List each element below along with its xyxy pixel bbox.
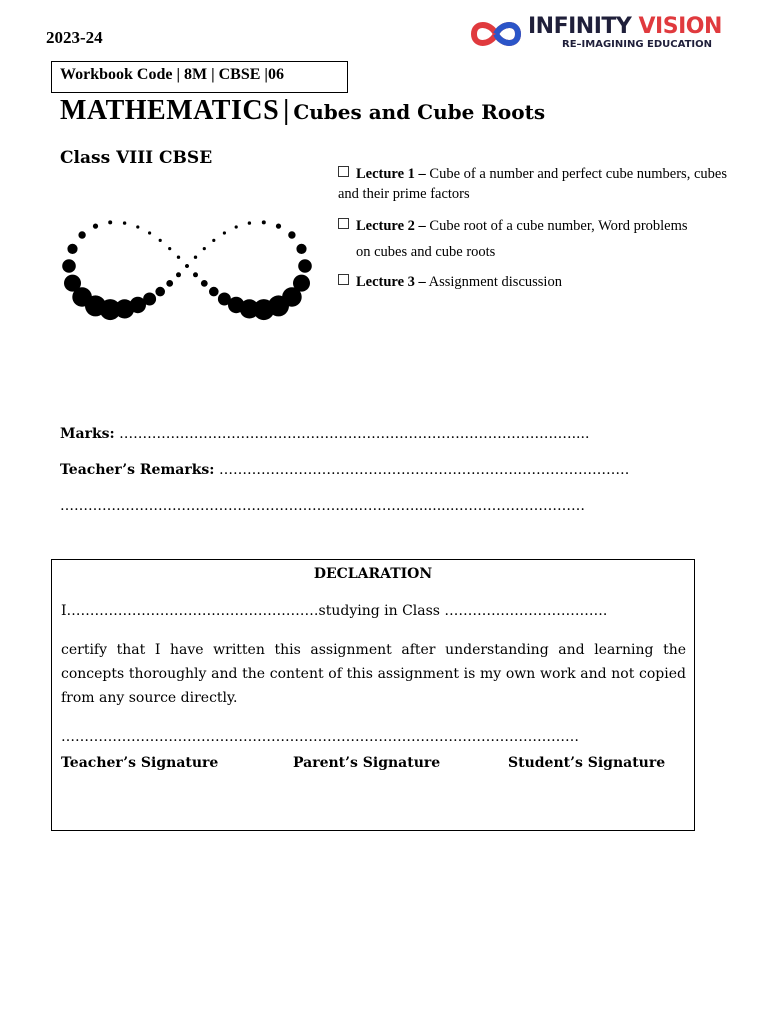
infinity-dot — [176, 272, 181, 277]
checkbox-icon — [338, 218, 349, 229]
infinity-dot — [203, 247, 206, 250]
subject-title: MATHEMATICS — [60, 95, 280, 126]
infinity-dot — [185, 264, 189, 268]
infinity-dot — [93, 224, 98, 229]
infinity-dot — [168, 247, 171, 250]
infinity-dot — [136, 225, 139, 228]
lecture-text-continued: on cubes and cube roots — [356, 244, 496, 260]
lecture-item-1 — [338, 164, 728, 204]
lecture-label: Lecture 2 — [356, 218, 415, 234]
infinity-dot — [212, 239, 215, 242]
infinity-dot — [143, 293, 156, 306]
infinity-dot — [223, 231, 226, 234]
workbook-code: Workbook Code | 8M | CBSE |06 — [60, 66, 284, 83]
lecture-dash: – — [418, 218, 426, 234]
teacher-signature-label: Teacher’s Signature — [61, 755, 219, 771]
infinity-dot — [108, 220, 112, 224]
infinity-dot — [298, 259, 312, 273]
infinity-dot — [248, 221, 251, 224]
lecture-text: Assignment discussion — [428, 274, 562, 290]
infinity-dot — [288, 231, 295, 238]
lecture-dash: – — [418, 166, 426, 182]
logo-word-vision: VISION — [638, 14, 722, 39]
declaration-title: DECLARATION — [313, 566, 433, 582]
declaration-name-line: I………………………………………………studying in Class ………….…………………. — [61, 603, 608, 619]
lecture-text: Cube of a number and perfect cube numbers, cubes and their prime factors — [338, 166, 727, 202]
infinity-dot — [62, 259, 76, 273]
checkbox-icon — [338, 166, 349, 177]
lecture-item-2 — [338, 216, 728, 262]
infinity-dot — [262, 220, 266, 224]
lecture-dash: – — [418, 274, 426, 290]
marks-label: Marks: — [60, 426, 115, 442]
lecture-label: Lecture 1 — [356, 166, 415, 182]
remarks-dots: ……………………………………………………….…………………… — [218, 462, 630, 478]
page-title — [60, 95, 545, 127]
logo-wordmark — [528, 14, 722, 39]
infinity-dot — [218, 293, 231, 306]
infinity-dot — [67, 244, 77, 254]
topic-title: Cubes and Cube Roots — [293, 100, 546, 124]
marks-field — [60, 426, 589, 442]
logo-tagline: RE–IMAGINING EDUCATION — [562, 39, 712, 50]
checkbox-icon — [338, 274, 349, 285]
infinity-dot — [276, 224, 281, 229]
lecture-item-3 — [338, 272, 728, 292]
infinity-dot — [148, 231, 151, 234]
declaration-body: certify that I have written this assignment after understanding and learning the concepts thoroughly and the content of this assignment is my own work and not copied from any source directly. — [61, 642, 686, 706]
parent-signature-label: Parent’s Signature — [293, 755, 441, 771]
lecture-text: Cube root of a cube number, Word problems — [429, 218, 688, 234]
signature-line: ………………………………………………………………………………………………… — [61, 729, 579, 745]
remarks-line-2: ……………………………………………………….…………..........……………………… — [60, 498, 585, 514]
infinity-dot — [155, 287, 165, 297]
infinity-dot — [123, 221, 126, 224]
title-separator: | — [283, 95, 290, 126]
infinity-dot — [209, 287, 219, 297]
infinity-dot — [201, 280, 208, 287]
lecture-label: Lecture 3 — [356, 274, 415, 290]
infinity-dots-icon — [62, 200, 312, 332]
student-signature-label: Student’s Signature — [508, 755, 666, 771]
class-label: Class VIII CBSE — [60, 148, 213, 168]
infinity-dot — [194, 256, 197, 259]
academic-year: 2023-24 — [46, 28, 103, 47]
infinity-dot — [177, 256, 180, 259]
marks-dots: ………………………………………………………………………………….….... — [119, 426, 590, 442]
infinity-dot — [296, 244, 306, 254]
remarks-label: Teacher’s Remarks: — [60, 462, 215, 478]
infinity-dot — [193, 272, 198, 277]
infinity-dot — [78, 231, 85, 238]
logo-word-infinity: INFINITY — [528, 14, 632, 39]
infinity-dot — [235, 225, 238, 228]
remarks-field — [60, 462, 629, 478]
infinity-dot — [166, 280, 173, 287]
infinity-dot — [159, 239, 162, 242]
